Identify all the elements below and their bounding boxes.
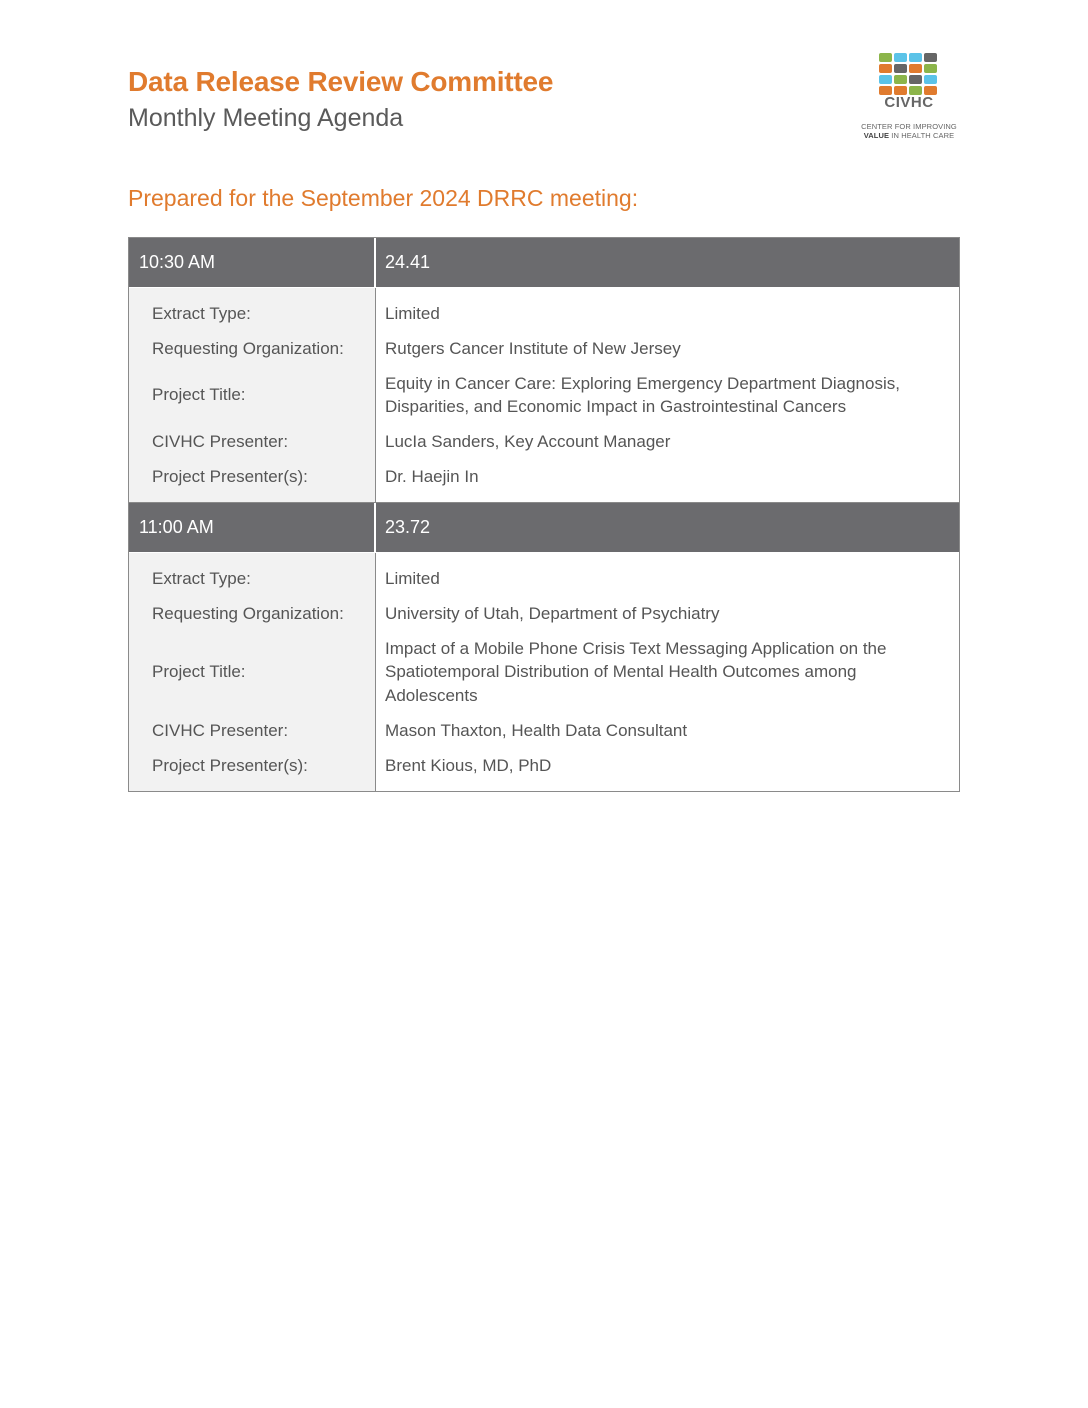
logo-tagline-rest: IN HEALTH CARE	[889, 131, 955, 140]
civhc-presenter-label: CIVHC Presenter:	[152, 431, 289, 451]
session-header	[129, 238, 959, 287]
extract-type-value: Limited	[385, 303, 440, 323]
document-subtitle: Monthly Meeting Agenda	[128, 104, 404, 132]
session-time: 11:00 AM	[129, 503, 376, 552]
civhc-presenter-value: Mason Thaxton, Health Data Consultant	[385, 720, 688, 740]
project-title-value: Impact of a Mobile Phone Crisis Text Messaging Application on the Spatiotemporal Distribution of Mental Health Outcomes among Adolescents	[385, 638, 887, 705]
civhc-logo	[858, 50, 960, 142]
logo-tagline-bold: VALUE	[863, 131, 890, 140]
project-presenters-value: Dr. Haejin In	[385, 466, 479, 486]
project-title-value: Equity in Cancer Care: Exploring Emergency Department Diagnosis, Disparities, and Economic Impact in Gastrointestinal Cancers	[385, 373, 900, 416]
requesting-org-value: Rutgers Cancer Institute of New Jersey	[385, 338, 681, 358]
requesting-org-value: University of Utah, Department of Psychiatry	[385, 603, 720, 623]
logo-grid-icon	[879, 53, 939, 95]
session-code: 23.72	[385, 517, 431, 537]
logo-tagline-1: CENTER FOR IMPROVING	[861, 122, 957, 131]
logo-tagline-2	[858, 131, 960, 140]
civhc-presenter-label: CIVHC Presenter:	[152, 720, 289, 740]
session-header	[129, 502, 959, 552]
session-details	[129, 552, 959, 791]
project-presenters-label: Project Presenter(s):	[152, 466, 308, 486]
project-presenters-value: Brent Kious, MD, PhD	[385, 755, 552, 775]
document-title: Data Release Review Committee	[128, 66, 554, 97]
extract-type-label: Extract Type:	[152, 568, 251, 588]
prepared-heading: Prepared for the September 2024 DRRC meeting:	[128, 185, 639, 211]
session-code: 24.41	[385, 252, 431, 272]
details-labels	[129, 553, 376, 791]
extract-type-value: Limited	[385, 568, 440, 588]
project-title-label: Project Title:	[152, 662, 246, 682]
agenda-table	[128, 237, 960, 792]
logo-wordmark: CIVHC	[884, 94, 934, 111]
extract-type-label: Extract Type:	[152, 303, 251, 323]
project-presenters-label: Project Presenter(s):	[152, 755, 308, 775]
civhc-presenter-value: LucIa Sanders, Key Account Manager	[385, 431, 671, 451]
details-values	[376, 288, 959, 502]
details-values	[376, 553, 959, 791]
details-labels	[129, 288, 376, 502]
requesting-org-label: Requesting Organization:	[152, 603, 344, 623]
project-title-label: Project Title:	[152, 385, 246, 405]
session-time: 10:30 AM	[129, 238, 376, 287]
session-details	[129, 287, 959, 502]
requesting-org-label: Requesting Organization:	[152, 338, 344, 358]
